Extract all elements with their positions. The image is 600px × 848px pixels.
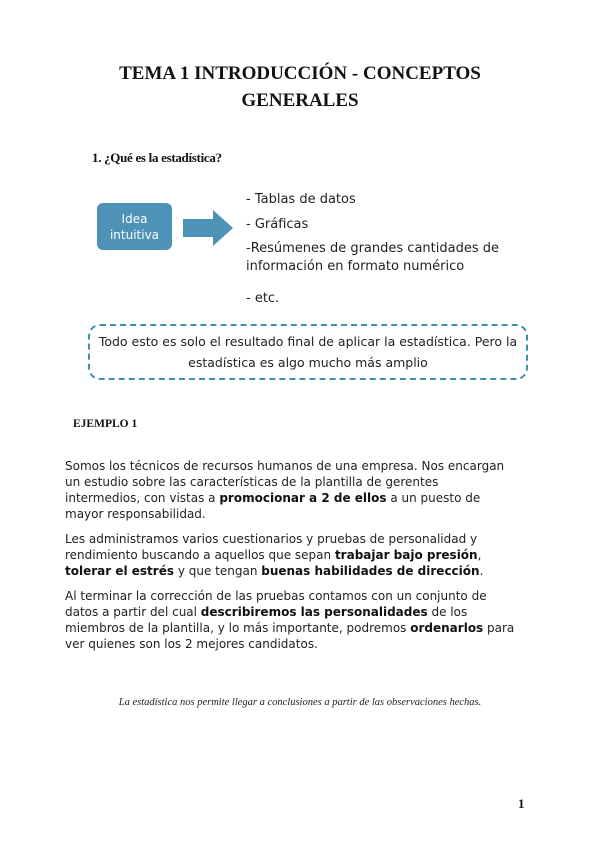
list-item: -Resúmenes de grandes cantidades de información en formato numérico: [246, 241, 499, 274]
example-heading: EJEMPLO 1: [73, 418, 138, 430]
page-title: TEMA 1 INTRODUCCIÓN - CONCEPTOS GENERALES: [119, 63, 481, 111]
paragraph-text: para ver quienes son los 2 mejores candidatos.: [65, 621, 515, 651]
idea-label: Idea intuitiva: [109, 211, 160, 242]
emphasis-text: tolerar el estrés: [65, 564, 174, 578]
emphasis-text: promocionar a 2 de ellos: [219, 491, 387, 505]
statistics-examples-list: [246, 190, 536, 314]
emphasis-text: trabajar bajo presión: [334, 548, 478, 562]
list-item: - Gráficas: [246, 217, 309, 232]
example-body: [65, 458, 515, 661]
emphasis-text: describiremos las personalidades: [200, 605, 428, 619]
paragraph-text: de los miembros de la plantilla, y lo más importante, podremos: [65, 605, 468, 635]
paragraph-text: Al terminar la corrección de las pruebas contamos con un conjunto de datos a partir del cual: [65, 589, 487, 619]
right-arrow-icon: [183, 210, 233, 246]
section-heading: 1. ¿Qué es la estadística?: [92, 150, 222, 165]
list-item: - etc.: [246, 291, 280, 306]
paragraph-text: y que tengan: [174, 564, 262, 578]
example-paragraph: [65, 588, 515, 652]
emphasis-text: ordenarlos: [410, 621, 484, 635]
paragraph-text: Les administramos varios cuestionarios y pruebas de personalidad y rendimiento buscando a aquellos que sepan: [65, 532, 478, 562]
caption: La estadística nos permite llegar a conclusiones a partir de las observaciones hechas.: [118, 697, 482, 708]
page-number: 1: [518, 796, 525, 811]
idea-box: [97, 203, 172, 250]
example-paragraph: [65, 458, 515, 522]
note-box: [88, 324, 528, 380]
note-text: Todo esto es solo el resultado final de aplicar la estadística. Pero la estadística es algo mucho más amplio: [98, 334, 518, 370]
list-item: - Tablas de datos: [246, 192, 356, 207]
example-paragraph: [65, 531, 515, 579]
paragraph-text: a un puesto de mayor responsabilidad.: [65, 491, 481, 521]
emphasis-text: buenas habilidades de dirección: [261, 564, 480, 578]
paragraph-text: Somos los técnicos de recursos humanos de una empresa. Nos encargan un estudio sobre las características de la plantilla de gerentes intermedios, con vistas a: [65, 459, 505, 505]
paragraph-text: .: [479, 564, 484, 578]
paragraph-text: ,: [477, 548, 482, 562]
